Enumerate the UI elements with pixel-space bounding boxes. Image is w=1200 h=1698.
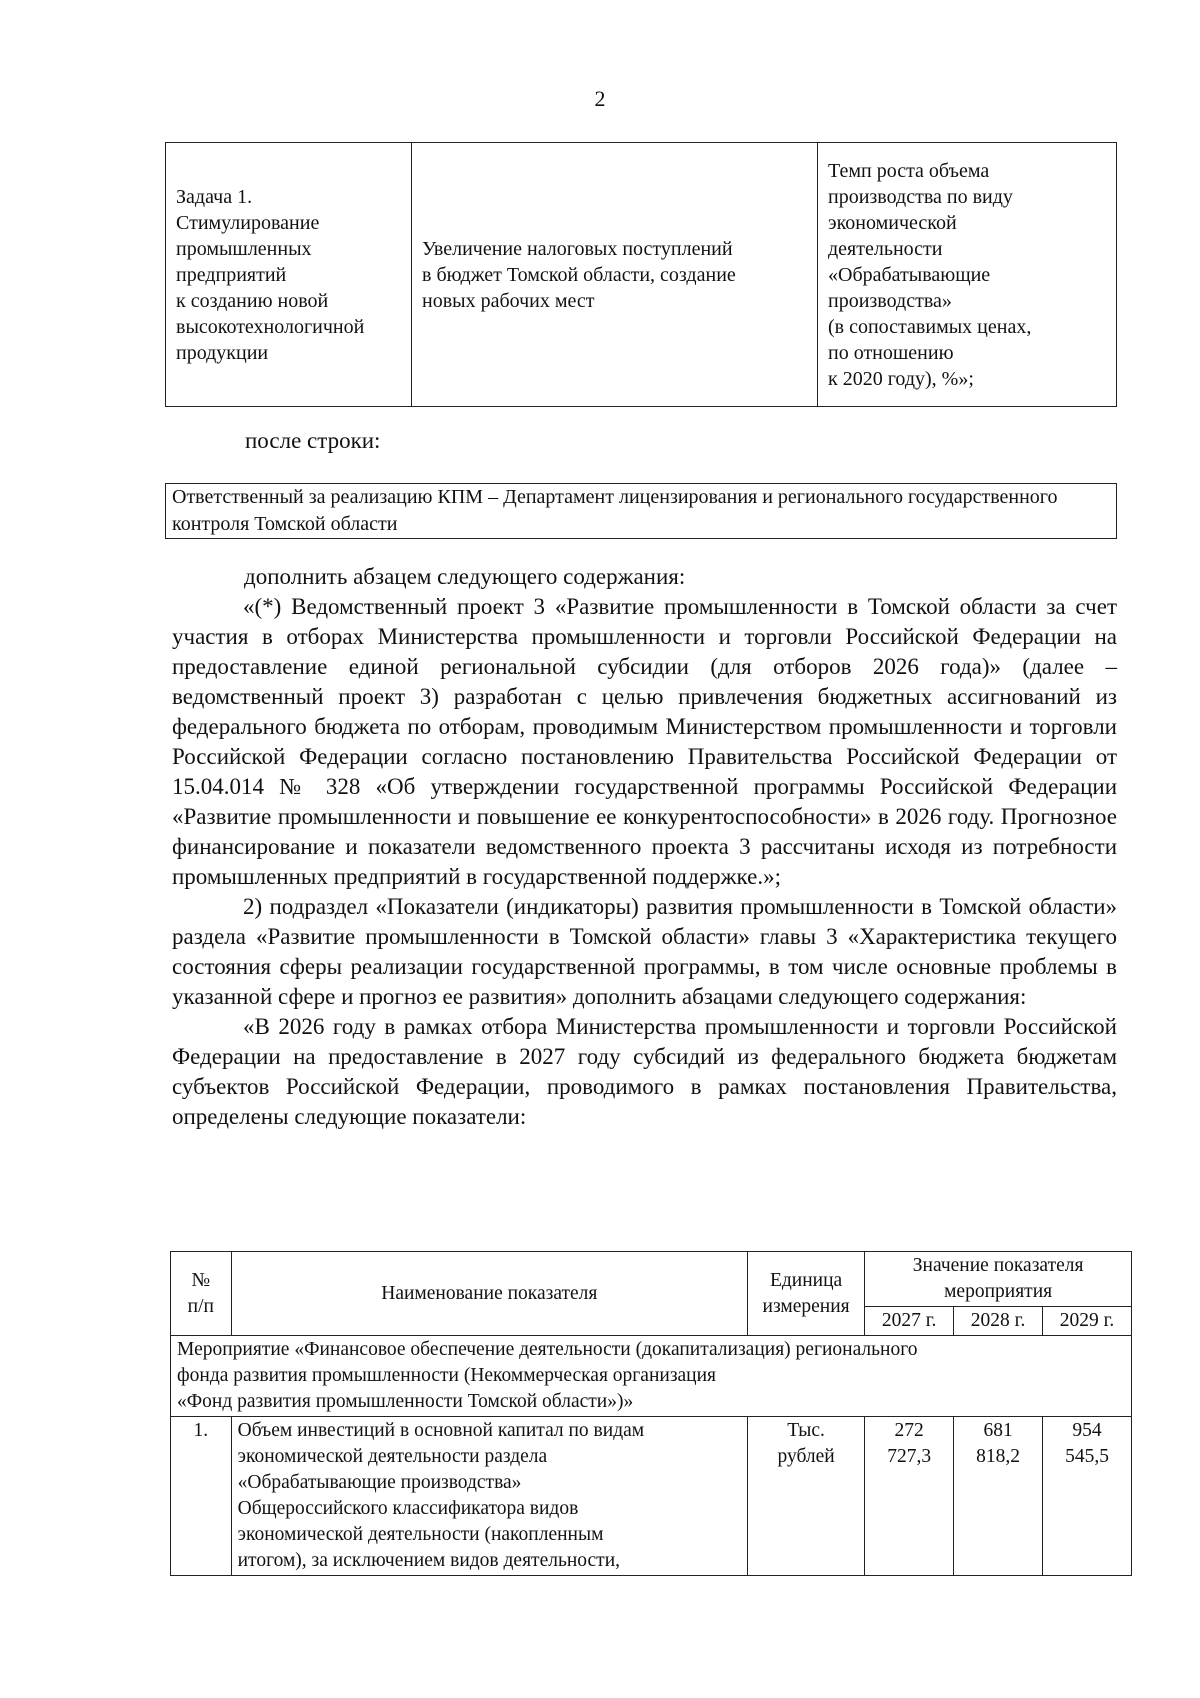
year-2027: 2027 г. [865, 1307, 954, 1336]
year-2029: 2029 г. [1043, 1307, 1132, 1336]
event-row: Мероприятие «Финансовое обеспечение деятельности (докапитализация) регионального фонда развития промышленности (Некоммерческая организация «Фонд развития промышленности Томской области»)» [171, 1336, 1132, 1417]
page-number: 2 [594, 86, 606, 111]
row-value-2029: 954 545,5 [1043, 1417, 1132, 1576]
task-cell: Задача 1. Стимулирование промышленных предприятий к созданию новой высокотехнологичной продукции [166, 143, 412, 407]
task-table [165, 142, 1117, 407]
header-num: № п/п [171, 1252, 232, 1336]
table-row [171, 1417, 1132, 1576]
row-name: Объем инвестиций в основной капитал по видам экономической деятельности раздела «Обрабатывающие производства» Общероссийского классификатора видов экономической деятельности (накопленным итогом), за исключением видов деятельности, [231, 1417, 747, 1576]
header-unit: Единица измерения [747, 1252, 864, 1336]
responsible-text: Ответственный за реализацию КПМ – Департамент лицензирования и регионального государственного контроля Томской области [166, 484, 1117, 539]
row-value-2028: 681 818,2 [954, 1417, 1043, 1576]
responsible-box [165, 483, 1117, 539]
indicator-cell: Темп роста объема производства по виду экономической деятельности «Обрабатывающие производства» (в сопоставимых ценах, по отношению к 2020 году), %»; [818, 143, 1117, 407]
row-value-2027: 272 727,3 [865, 1417, 954, 1576]
row-unit: Тыс. рублей [747, 1417, 864, 1576]
paragraph: «(*) Ведомственный проект 3 «Развитие промышленности в Томской области за счет участия в отборах Министерства промышленности и торговли Российской Федерации на предоставление единой региональной субсидии (для отборов 2026 года)» (далее – ведомственный проект 3) разработан с целью привлечения бюджетных ассигнований из федерального бюджета по отборам, проводимым Министерством промышленности и торговли Российской Федерации согласно постановлению Правительства Российской Федерации от 15.04.014 № 328 «Об утверждении государственной программы Российской Федерации «Развитие промышленности и повышение ее конкурентоспособности» в 2026 году. Прогнозное финансирование и показатели ведомственного проекта 3 рассчитаны исходя из потребности промышленных предприятий в государственной поддержке.»; [172, 594, 1117, 889]
after-line-label: после строки: [245, 428, 381, 453]
paragraph: дополнить абзацем следующего содержания: [244, 564, 686, 589]
header-value: Значение показателя мероприятия [865, 1252, 1132, 1307]
paragraph: «В 2026 году в рамках отбора Министерства промышленности и торговли Российской Федерации на предоставление в 2027 году субсидий из федерального бюджета бюджетам субъектов Российской Федерации, проводимого в рамках постановления Правительства, определены следующие показатели: [172, 1014, 1117, 1129]
result-cell: Увеличение налоговых поступлений в бюджет Томской области, создание новых рабочих мест [412, 143, 818, 407]
paragraph: 2) подраздел «Показатели (индикаторы) развития промышленности в Томской области» раздела «Развитие промышленности в Томской области» главы 3 «Характеристика текущего состояния сферы реализации государственной программы, в том числе основные проблемы в указанной сфере и прогноз ее развития» дополнить абзацами следующего содержания: [172, 894, 1117, 1009]
header-name: Наименование показателя [231, 1252, 747, 1336]
indicators-table [170, 1251, 1132, 1576]
body-text [172, 562, 1117, 1132]
year-2028: 2028 г. [954, 1307, 1043, 1336]
row-num: 1. [171, 1417, 232, 1576]
